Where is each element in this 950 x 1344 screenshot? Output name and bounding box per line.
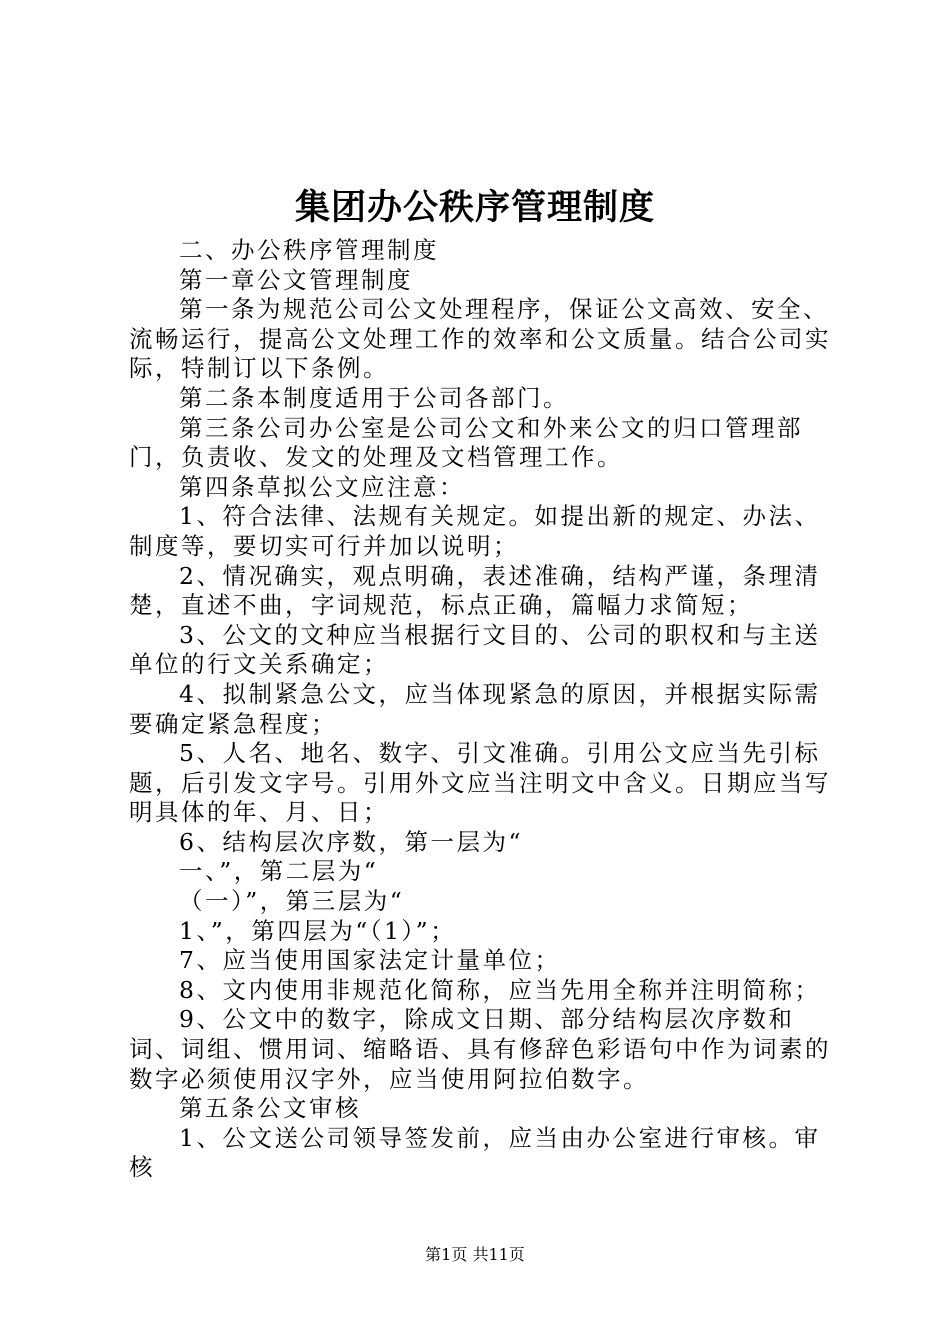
paragraph: 1、符合法律、法规有关规定。如提出新的规定、办法、制度等，要切实可行并加以说明； (129, 502, 821, 560)
paragraph: 4、拟制紧急公文，应当体现紧急的原因，并根据实际需要确定紧急程度； (129, 679, 821, 738)
paragraph: 8、文内使用非规范化简称，应当先用全称并注明简称； (179, 975, 821, 1004)
page-number-footer: 第1页 共11页 (425, 1245, 525, 1264)
paragraph: 6、结构层次序数，第一层为“ (179, 827, 523, 856)
paragraph: 2、情况确实，观点明确，表述准确，结构严谨，条理清楚，直述不曲，字词规范，标点正确，篇幅力求简短； (129, 561, 821, 620)
paragraph: 9、公文中的数字，除成文日期、部分结构层次序数和词、词组、惯用词、缩略语、具有修辞色彩语句中作为词素的数字必须使用汉字外，应当使用阿拉伯数字。 (129, 1005, 831, 1093)
paragraph: 一、”，第二层为“ (179, 857, 379, 886)
paragraph: 3、公文的文种应当根据行文目的、公司的职权和与主送单位的行文关系确定； (129, 620, 821, 679)
paragraph: 第一条为规范公司公文处理程序，保证公文高效、安全、流畅运行，提高公文处理工作的效率和公文质量。结合公司实际，特制订以下条例。 (129, 295, 831, 383)
paragraph: 5、人名、地名、数字、引文准确。引用公文应当先引标题，后引发文字号。引用外文应当注明文中含义。日期应当写明具体的年、月、日； (129, 739, 831, 827)
paragraph: 7、应当使用国家法定计量单位； (179, 946, 561, 975)
paragraph: 第一章公文管理制度 (179, 265, 413, 294)
paragraph: 第五条公文审核 (179, 1094, 361, 1123)
paragraph: 第三条公司办公室是公司公文和外来公文的归口管理部门，负责收、发文的处理及文档管理工作。 (129, 413, 803, 472)
paragraph: 1、”，第四层为“（1）”； (179, 916, 457, 945)
paragraph: 1、公文送公司领导签发前，应当由办公室进行审核。审核 (129, 1123, 821, 1182)
document-body (129, 236, 835, 1183)
paragraph: 第二条本制度适用于公司各部门。 (179, 383, 569, 412)
paragraph: 第四条草拟公文应注意： (179, 472, 465, 501)
document-title: 集团办公秩序管理制度 (294, 187, 655, 228)
paragraph: 二、办公秩序管理制度 (179, 236, 439, 264)
paragraph: （一）”，第三层为“ (179, 887, 405, 916)
